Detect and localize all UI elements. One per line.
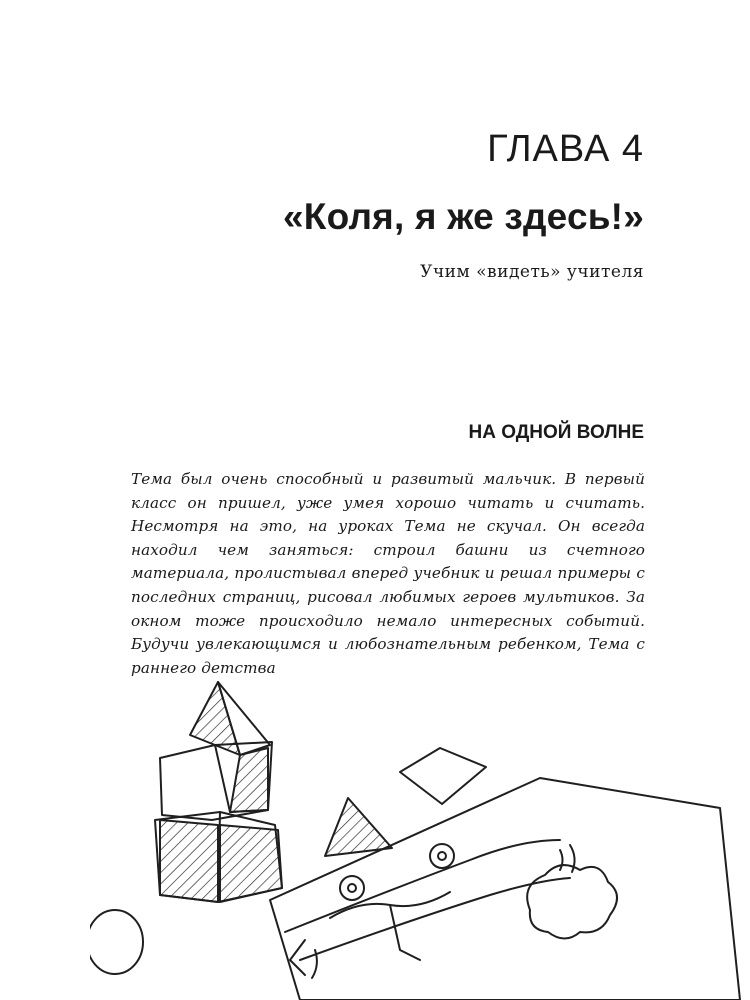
tower-bottom-cube bbox=[155, 812, 282, 902]
blocks-sketch-illustration bbox=[90, 660, 750, 1000]
section-heading: НА ОДНОЙ ВОЛНЕ bbox=[468, 422, 644, 443]
road-sketch bbox=[285, 840, 570, 978]
hatched-triangle bbox=[325, 798, 392, 856]
chapter-title: «Коля, я же здесь!» bbox=[283, 196, 644, 237]
chapter-label: ГЛАВА 4 bbox=[487, 128, 644, 170]
chapter-subtitle: Учим «видеть» учителя bbox=[420, 262, 644, 282]
body-paragraph: Тема был очень способный и развитый мальчик. В первый класс он пришел, уже умея хорошо читать и считать. Несмотря на это, на уроках Тема не скучал. Он всегда находил чем заняться: строил башни из счетного материала, пролистывал вперед учебник и решал примеры с последних страниц, рисовал любимых героев мультиков. За окном тоже происходило немало интересных событий. Будучи увлекающимся и любознательным ребенком, Тема с раннего детства bbox=[131, 470, 645, 677]
tower-middle-cube bbox=[160, 742, 272, 820]
diamond-shape bbox=[400, 748, 486, 804]
circle-shape bbox=[90, 910, 143, 974]
bush-sketch bbox=[527, 845, 617, 939]
